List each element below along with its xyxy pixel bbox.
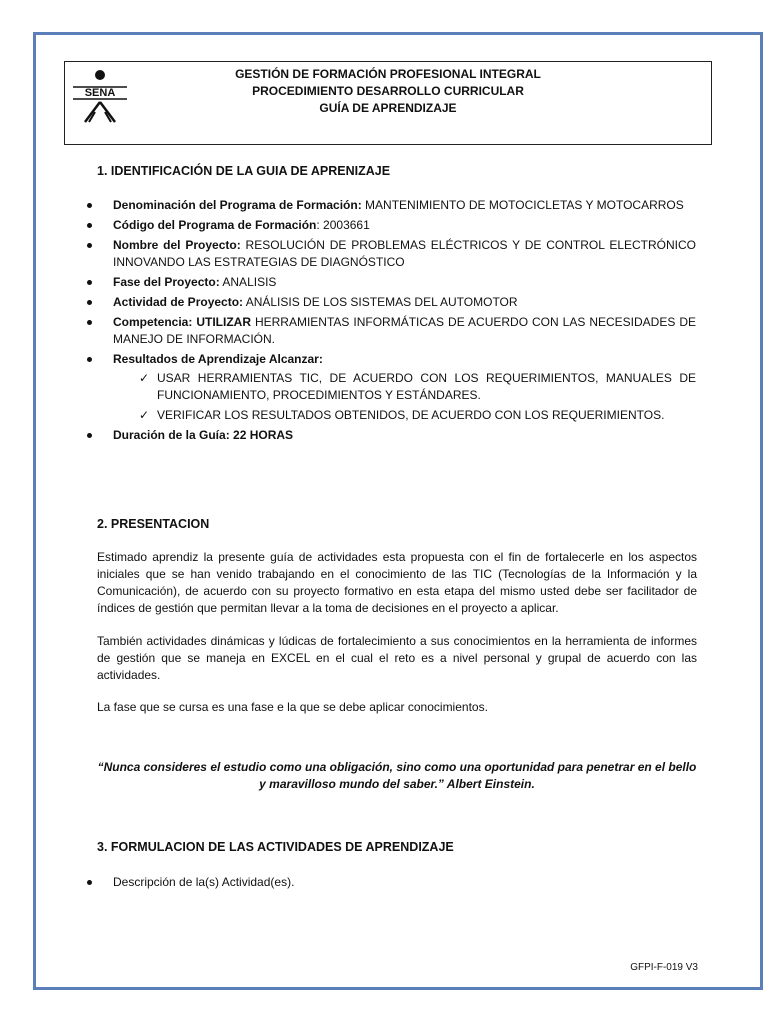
identification-list bbox=[100, 197, 696, 447]
list-item: Descripción de la(s) Actividad(es). bbox=[100, 874, 696, 891]
results-list bbox=[113, 370, 696, 424]
result-item: ✓ USAR HERRAMIENTAS TIC, DE ACUERDO CON LOS REQUERIMIENTOS, MANUALES DE FUNCIONAMIENTO, PROCEDIMIENTOS Y ESTÁNDARES. bbox=[139, 371, 696, 402]
section-1-title: 1. IDENTIFICACIÓN DE LA GUIA DE APRENIZAJE bbox=[97, 164, 391, 178]
quote: “Nunca consideres el estudio como una obligación, sino como una oportunidad para penetrar en el bello y maravilloso mundo del saber.” Albert Einstein. bbox=[97, 760, 697, 791]
form-code: GFPI-F-019 V3 bbox=[630, 962, 698, 973]
list-item: Resultados de Aprendizaje Alcanzar: ✓ USAR HERRAMIENTAS TIC, DE ACUERDO CON LOS REQUERIMIENTOS, MANUALES DE FUNCIONAMIENTO, PROCEDIMIENTOS Y ESTÁNDARES. ✓ VERIFICAR LOS RESULTADOS OBTENIDOS, DE ACUERDO CON LOS REQUERIMIENTOS. bbox=[100, 351, 696, 424]
section-2-title: 2. PRESENTACION bbox=[97, 517, 210, 531]
document-header bbox=[64, 61, 712, 145]
list-item: Código del Programa de Formación: 2003661 bbox=[100, 217, 696, 234]
header-titles bbox=[65, 66, 711, 117]
checkmark-icon: ✓ bbox=[139, 371, 150, 385]
list-item: Competencia: UTILIZAR HERRAMIENTAS INFORMÁTICAS DE ACUERDO CON LAS NECESIDADES DE MANEJO DE INFORMACIÓN. bbox=[100, 314, 696, 348]
header-line-3: GUÍA DE APRENDIZAJE bbox=[319, 101, 457, 115]
checkmark-icon: ✓ bbox=[139, 408, 150, 422]
list-item: Actividad de Proyecto: ANÁLISIS DE LOS SISTEMAS DEL AUTOMOTOR bbox=[100, 294, 696, 311]
logo-text: SENA bbox=[84, 87, 116, 99]
list-item: Duración de la Guía: 22 HORAS bbox=[100, 427, 696, 444]
paragraph-activities: También actividades dinámicas y lúdicas de fortalecimiento a sus conocimientos en la herramienta de informes de gestión que se maneja en EXCEL en el cual el reto es a nivel personal y grupal de acuerdo con las actividades. bbox=[97, 634, 697, 682]
header-line-2: PROCEDIMIENTO DESARROLLO CURRICULAR bbox=[252, 84, 524, 98]
section-3-title: 3. FORMULACION DE LAS ACTIVIDADES DE APRENDIZAJE bbox=[97, 840, 454, 854]
paragraph-intro: Estimado aprendiz la presente guía de actividades esta propuesta con el fin de fortalecerle en los aspectos iniciales que se han venido trabajando en el conocimiento de las TIC (Tecnologías de la Información y la Comunicación), de acuerdo con su proyecto formativo en esta etapa del mismo usted debe ser facilitador de índices de gestión que permitan llevar a la toma de decisiones en el proyecto a aplicar. bbox=[97, 550, 697, 615]
list-item: Nombre del Proyecto: RESOLUCIÓN DE PROBLEMAS ELÉCTRICOS Y DE CONTROL ELECTRÓNICO INNOVANDO LAS ESTRATEGIAS DE DIAGNÓSTICO bbox=[100, 237, 696, 271]
activities-list bbox=[100, 874, 696, 894]
paragraph-phase: La fase que se cursa es una fase e la que se debe aplicar conocimientos. bbox=[97, 700, 488, 714]
header-line-1: GESTIÓN DE FORMACIÓN PROFESIONAL INTEGRAL bbox=[235, 67, 541, 81]
list-item: Fase del Proyecto: ANALISIS bbox=[100, 274, 696, 291]
result-item: ✓ VERIFICAR LOS RESULTADOS OBTENIDOS, DE ACUERDO CON LOS REQUERIMIENTOS. bbox=[139, 408, 665, 422]
list-item: Denominación del Programa de Formación: MANTENIMIENTO DE MOTOCICLETAS Y MOTOCARROS bbox=[100, 197, 696, 214]
